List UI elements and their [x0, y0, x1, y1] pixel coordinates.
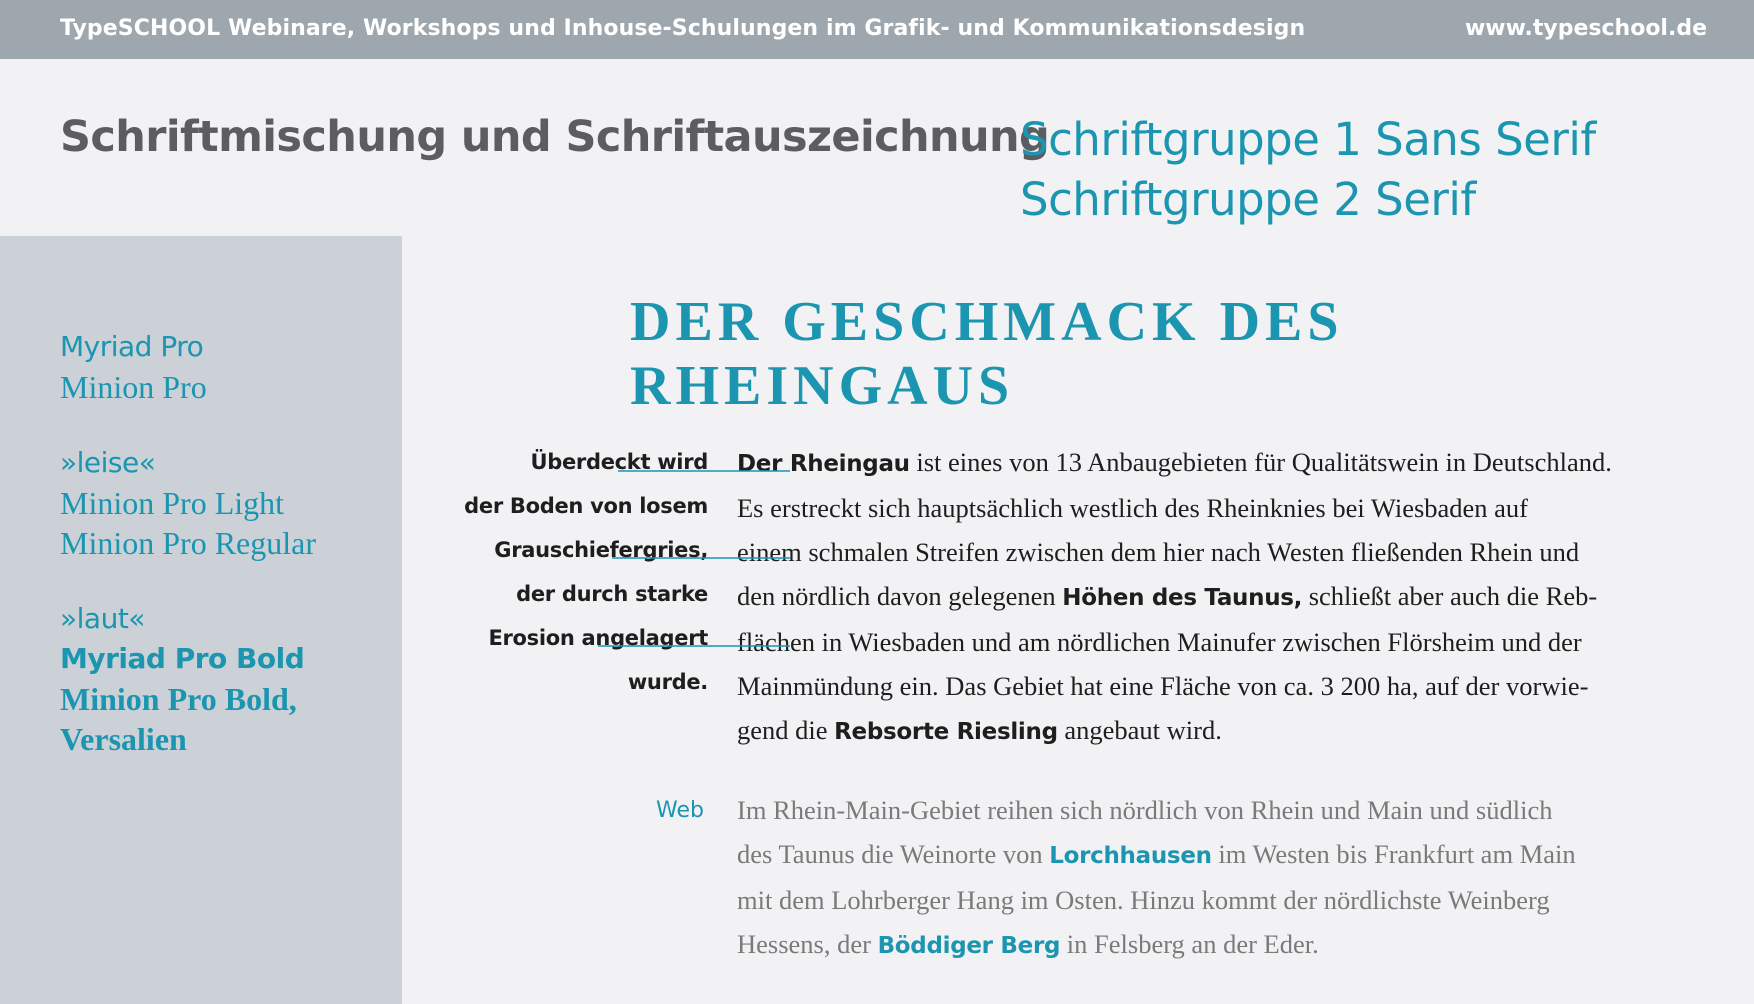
sidebar — [0, 236, 402, 1004]
website-link[interactable]: www.typeschool.de — [1464, 16, 1707, 41]
legend-leise-item: Minion Pro Regular — [60, 525, 316, 561]
body-line: gend die Rebsorte Riesling angebaut wird. — [737, 715, 1222, 745]
body-line: Es erstreckt sich hauptsächlich westlich des Rheinknies bei Wiesbaden auf — [737, 493, 1529, 523]
margin-note-line: der Boden von losem — [464, 494, 708, 518]
legend-fonts — [60, 327, 207, 407]
body-line: Mainmündung ein. Das Gebiet hat eine Fläche von ca. 3 200 ha, auf der vorwie- — [737, 671, 1589, 701]
legend-laut-item: Myriad Pro Bold — [60, 642, 305, 675]
legend-font-serif: Minion Pro — [60, 369, 207, 405]
legend-laut-item: Minion Pro Bold, — [60, 681, 297, 717]
body-line: den nördlich davon gelegenen Höhen des Taunus, schließt aber auch die Reb- — [737, 581, 1598, 611]
top-bar-title: TypeSCHOOL Webinare, Workshops und Inhouse-Schulungen im Grafik- und Kommunikationsdesign — [60, 16, 1306, 41]
link-boeddiger-berg[interactable]: Böddiger Berg — [877, 933, 1061, 959]
legend-leise-item: Minion Pro Light — [60, 485, 285, 521]
subtitle-font-group-1: Schriftgruppe 1 Sans Serif — [1020, 113, 1596, 166]
subtitles — [1020, 110, 1596, 230]
legend-font-sans: Myriad Pro — [60, 330, 204, 363]
legend-leise-label: »leise« — [60, 446, 156, 479]
web-label: Web — [656, 798, 704, 823]
headline-line: DER GESCHMACK DES — [630, 291, 1344, 353]
legend-laut-label: »laut« — [60, 602, 145, 635]
margin-note-line: Erosion angelagert — [488, 626, 708, 650]
link-lorchhausen[interactable]: Lorchhausen — [1049, 843, 1212, 869]
emphasis-taunus: Höhen des Taunus, — [1062, 585, 1303, 611]
body-line: Der Rheingau ist eines von 13 Anbaugebieten für Qualitätswein in Deutschland. — [737, 447, 1612, 477]
web-line: Im Rhein-Main-Gebiet reihen sich nördlich von Rhein und Main und südlich — [737, 795, 1553, 825]
headline-line: RHEINGAUS — [630, 355, 1015, 417]
article-headline — [630, 290, 1344, 418]
margin-notes — [430, 440, 708, 704]
emphasis-rheingau: Der Rheingau — [737, 451, 910, 477]
margin-note-line: wurde. — [627, 670, 708, 694]
subtitle-font-group-2: Schriftgruppe 2 Serif — [1020, 173, 1476, 226]
body-line: einem schmalen Streifen zwischen dem hier nach Westen fließenden Rhein und — [737, 537, 1580, 567]
web-line: des Taunus die Weinorte von Lorchhausen im Westen bis Frankfurt am Main — [737, 839, 1576, 869]
margin-note-line: Überdeckt wird — [530, 450, 708, 474]
web-paragraph — [737, 788, 1737, 968]
margin-note-line: der durch starke — [516, 582, 708, 606]
legend-laut-item: Versalien — [60, 721, 187, 757]
page-title: Schriftmischung und Schriftauszeichnung — [60, 112, 1050, 162]
body-paragraph — [737, 440, 1737, 754]
legend-leise — [60, 443, 316, 563]
body-line: flächen in Wiesbaden und am nördlichen Mainufer zwischen Flörsheim und der — [737, 627, 1582, 657]
margin-note-line: Grauschiefergries, — [494, 538, 708, 562]
web-line: Hessens, der Böddiger Berg in Felsberg an der Eder. — [737, 929, 1319, 959]
web-line: mit dem Lohrberger Hang im Osten. Hinzu kommt der nördlichste Weinberg — [737, 885, 1550, 915]
legend-laut — [60, 599, 304, 759]
emphasis-riesling: Rebsorte Riesling — [834, 719, 1058, 745]
top-bar — [0, 0, 1754, 59]
